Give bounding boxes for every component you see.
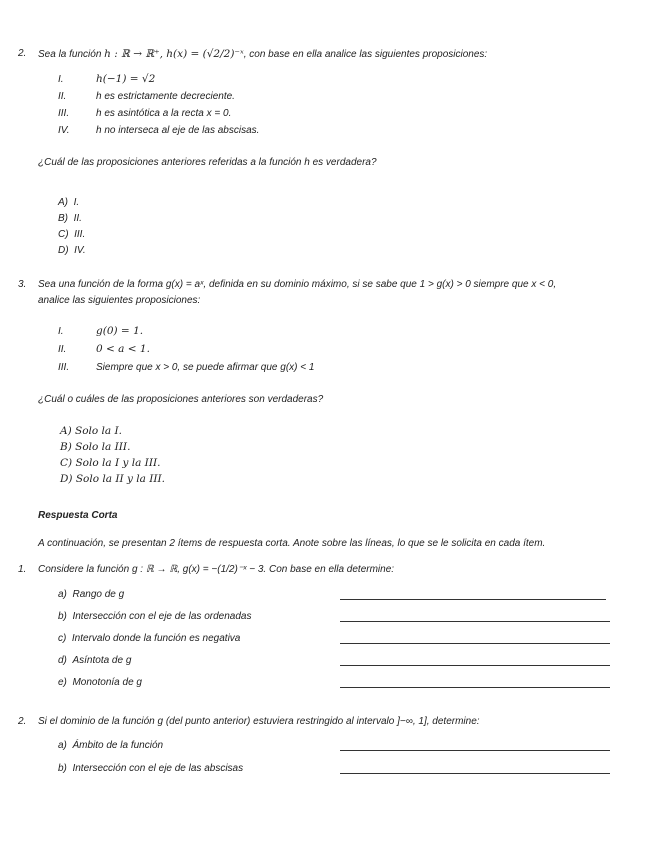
- q3-prop-1-roman: I.: [58, 326, 64, 337]
- item2-part-a-answer-line[interactable]: [340, 750, 610, 751]
- item1-part-d: [58, 655, 131, 666]
- q3-number: 3.: [18, 279, 27, 290]
- q2-number: 2.: [18, 48, 27, 59]
- q2-prop-2-roman: II.: [58, 91, 67, 102]
- q3-option-b: B) Solo la III.: [60, 441, 131, 453]
- q2-option-c-text: III.: [74, 229, 86, 240]
- item2-number: 2.: [18, 716, 27, 727]
- item1-part-e-letter: e): [58, 677, 67, 688]
- q3-intro-line2: analice las siguientes proposiciones:: [38, 295, 201, 306]
- q2-prop-4-roman: IV.: [58, 125, 70, 136]
- q2-intro-post: , con base en ella analice las siguientes proposiciones:: [243, 49, 488, 60]
- item2-text: Si el dominio de la función g (del punto anterior) estuviera restringido al intervalo ]−∞, 1], determine:: [38, 716, 480, 727]
- q3-prop-2-text: 0 < a < 1.: [96, 343, 150, 355]
- item1-part-c-letter: c): [58, 633, 67, 644]
- q2-intro: [38, 48, 487, 60]
- q2-intro-pre: Sea la función: [38, 49, 105, 60]
- item1-part-b-text: Intersección con el eje de las ordenadas: [72, 611, 252, 622]
- q3-intro-line1: Sea una función de la forma g(x) = aˣ, definida en su dominio máximo, si se sabe que 1 > g(x) > 0 siempre que x < 0,: [38, 279, 557, 290]
- item1-part-d-letter: d): [58, 655, 67, 666]
- q2-option-a: [58, 197, 79, 208]
- q3-prop-3-text: Siempre que x > 0, se puede afirmar que g(x) < 1: [96, 362, 315, 373]
- item2-part-a: [58, 740, 163, 751]
- item1-part-e-answer-line[interactable]: [340, 687, 610, 688]
- q2-intro-math: h : ℝ → ℝ⁺, h(x) = (√2/2)⁻ˣ: [104, 48, 244, 60]
- item2-part-b: [58, 763, 243, 774]
- q3-question: ¿Cuál o cuáles de las proposiciones anteriores son verdaderas?: [38, 394, 324, 405]
- q3-prop-1-text: g(0) = 1.: [96, 325, 144, 337]
- q2-option-b-letter: B): [58, 213, 68, 224]
- item1-part-c-answer-line[interactable]: [340, 643, 610, 644]
- q2-option-d-text: IV.: [74, 245, 86, 256]
- item2-part-a-letter: a): [58, 740, 67, 751]
- item1-text: Considere la función g : ℝ → ℝ, g(x) = −(1/2)⁻ˣ − 3. Con base en ella determine:: [38, 564, 395, 575]
- q2-prop-4-text: h no interseca al eje de las abscisas.: [96, 125, 260, 136]
- item1-part-a: [58, 589, 124, 600]
- q2-prop-1-roman: I.: [58, 74, 64, 85]
- item1-part-c-text: Intervalo donde la función es negativa: [71, 633, 241, 644]
- q3-option-a: A) Solo la I.: [60, 425, 122, 437]
- q2-option-d: [58, 245, 86, 256]
- item1-number: 1.: [18, 564, 27, 575]
- q3-prop-2-roman: II.: [58, 344, 67, 355]
- q2-option-c-letter: C): [58, 229, 69, 240]
- item1-part-a-letter: a): [58, 589, 67, 600]
- item1-part-d-answer-line[interactable]: [340, 665, 610, 666]
- q2-option-c: [58, 229, 85, 240]
- item1-part-e-text: Monotonía de g: [72, 677, 142, 688]
- item1-part-b-letter: b): [58, 611, 67, 622]
- item2-part-a-text: Ámbito de la función: [72, 740, 164, 751]
- q2-prop-2-text: h es estrictamente decreciente.: [96, 91, 235, 102]
- q3-prop-3-roman: III.: [58, 362, 70, 373]
- q2-option-d-letter: D): [58, 245, 69, 256]
- item2-part-b-letter: b): [58, 763, 67, 774]
- item1-part-c: [58, 633, 240, 644]
- q2-option-a-text: I.: [73, 197, 80, 208]
- q3-option-c: C) Solo la I y la III.: [60, 457, 161, 469]
- q2-option-b: [58, 213, 82, 224]
- item2-part-b-answer-line[interactable]: [340, 773, 610, 774]
- q2-prop-3-text: h es asintótica a la recta x = 0.: [96, 108, 232, 119]
- item1-part-a-text: Rango de g: [72, 589, 125, 600]
- q2-prop-3-roman: III.: [58, 108, 70, 119]
- item1-part-a-answer-line[interactable]: [340, 599, 606, 600]
- item1-part-d-text: Asíntota de g: [72, 655, 132, 666]
- q2-question: ¿Cuál de las proposiciones anteriores referidas a la función h es verdadera?: [38, 157, 377, 168]
- item1-part-b: [58, 611, 251, 622]
- item2-part-b-text: Intersección con el eje de las abscisas: [72, 763, 244, 774]
- q2-prop-1-text: h(−1) = √2: [96, 73, 156, 85]
- short-answer-instructions: A continuación, se presentan 2 ítems de respuesta corta. Anote sobre las líneas, lo que se le solicita en cada ítem.: [38, 538, 546, 549]
- q2-option-b-text: II.: [73, 213, 82, 224]
- item1-part-b-answer-line[interactable]: [340, 621, 610, 622]
- short-answer-heading: Respuesta Corta: [38, 510, 118, 521]
- q3-option-d: D) Solo la II y la III.: [60, 473, 165, 485]
- item1-part-e: [58, 677, 142, 688]
- q2-option-a-letter: A): [58, 197, 68, 208]
